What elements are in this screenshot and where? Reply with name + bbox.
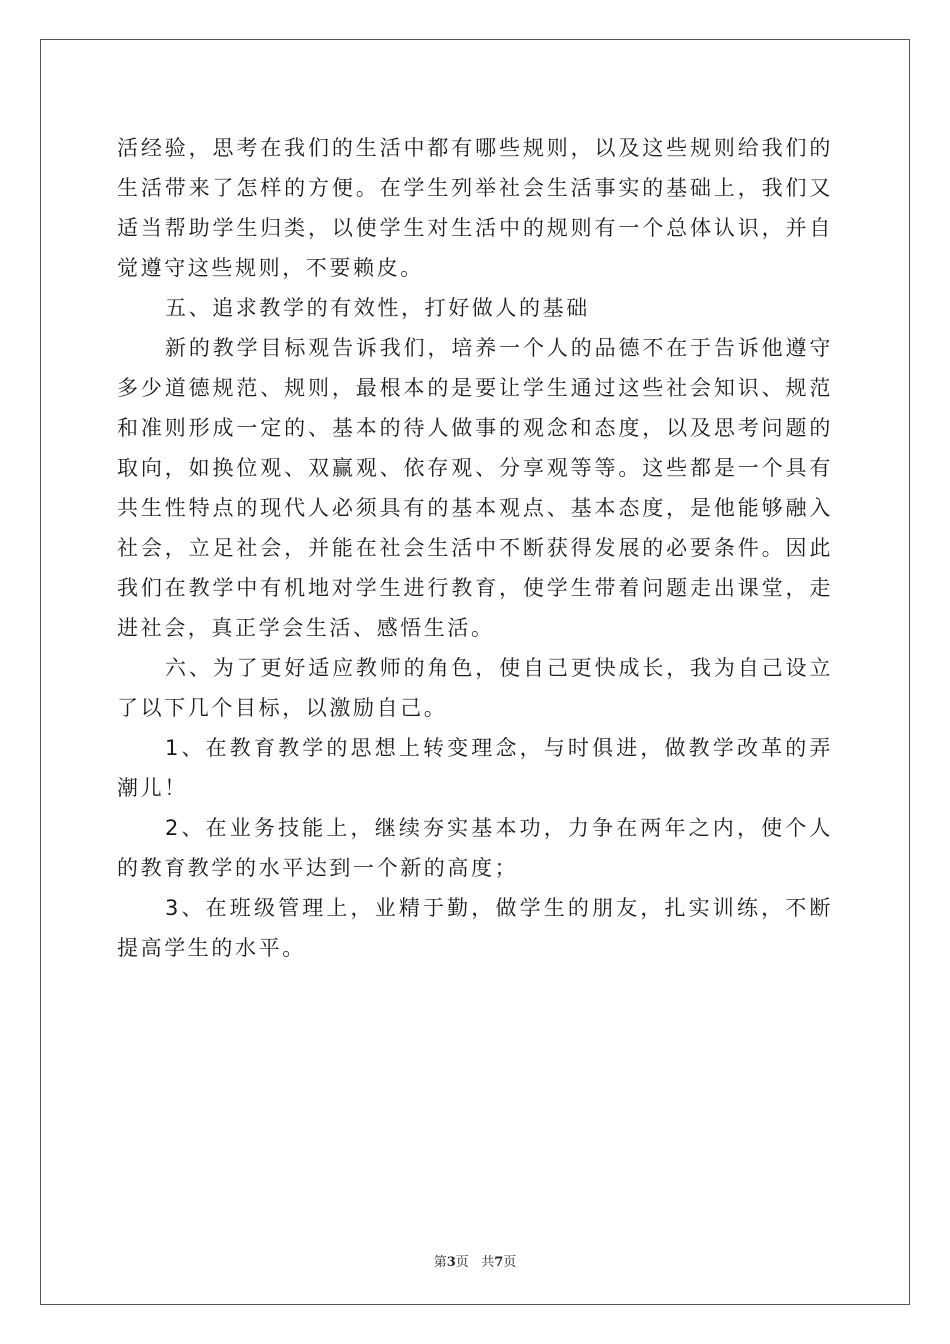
total-pages: 7 — [494, 1255, 504, 1270]
section-heading: 五、追求教学的有效性，打好做人的基础 — [165, 296, 590, 320]
list-item: 3、在班级管理上，业精于勤，做学生的朋友，扎实训练，不断提高学生的水平。 — [117, 896, 833, 960]
list-item: 2、在业务技能上，继续夯实基本功，力争在两年之内，使个人的教育教学的水平达到一个新的高度； — [117, 816, 833, 880]
paragraph: 活经验，思考在我们的生活中都有哪些规则，以及这些规则给我们的生活带来了怎样的方便。在学生列举社会生活事实的基础上，我们又适当帮助学生归类，以使学生对生活中的规则有一个总体认识，并自觉遵守这些规则，不要赖皮。 — [117, 136, 833, 280]
section-heading: 六、为了更好适应教师的角色，使自己更快成长，我为自己设立了以下几个目标，以激励自己。 — [117, 656, 833, 720]
page-suffix: 页 — [455, 1255, 469, 1270]
total-suffix: 页 — [503, 1255, 517, 1270]
page-footer — [0, 1251, 950, 1270]
page-prefix: 第 — [433, 1255, 447, 1270]
total-prefix: 共 — [481, 1255, 495, 1270]
page-number: 3 — [446, 1255, 456, 1270]
list-item: 1、在教育教学的思想上转变理念，与时俱进，做教学改革的弄潮儿！ — [117, 736, 833, 800]
document-body — [117, 128, 833, 968]
paragraph: 新的教学目标观告诉我们，培养一个人的品德不在于告诉他遵守多少道德规范、规则，最根本的是要让学生通过这些社会知识、规范和准则形成一定的、基本的待人做事的观念和态度，以及思考问题的取向，如换位观、双赢观、依存观、分享观等等。这些都是一个具有共生性特点的现代人必须具有的基本观点、基本态度，是他能够融入社会，立足社会，并能在社会生活中不断获得发展的必要条件。因此我们在教学中有机地对学生进行教育，使学生带着问题走出课堂，走进社会，真正学会生活、感悟生活。 — [117, 336, 833, 640]
